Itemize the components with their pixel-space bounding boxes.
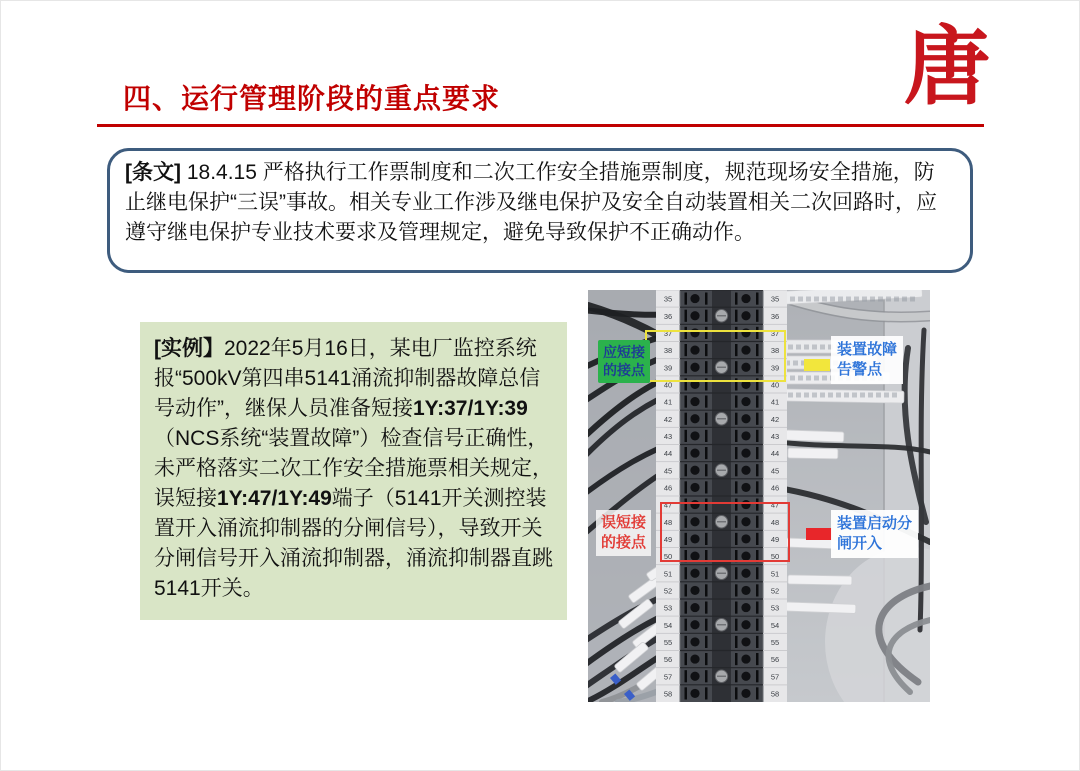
page-title: 四、运行管理阶段的重点要求 bbox=[123, 83, 501, 114]
svg-text:37: 37 bbox=[770, 328, 780, 338]
annotation-line: 误短接 bbox=[601, 514, 647, 531]
svg-text:40: 40 bbox=[663, 380, 673, 390]
correct-terminals-highlight-box bbox=[645, 330, 786, 382]
svg-text:46: 46 bbox=[770, 483, 780, 493]
annotation-wrong-terminals bbox=[596, 510, 651, 556]
svg-text:35: 35 bbox=[770, 294, 780, 304]
provision-box bbox=[107, 148, 973, 273]
annotation-trip-open-input bbox=[831, 510, 918, 558]
svg-text:44: 44 bbox=[663, 449, 673, 459]
svg-text:56: 56 bbox=[663, 655, 673, 665]
svg-text:42: 42 bbox=[770, 414, 780, 424]
svg-text:58: 58 bbox=[663, 689, 673, 699]
example-box bbox=[140, 322, 567, 620]
svg-text:39: 39 bbox=[663, 363, 673, 373]
terminal-panel-photo bbox=[588, 290, 930, 702]
svg-text:40: 40 bbox=[770, 380, 780, 390]
svg-text:54: 54 bbox=[770, 620, 780, 630]
example-text-segment: [实例】 bbox=[154, 337, 224, 360]
svg-text:58: 58 bbox=[770, 689, 780, 699]
annotation-correct-terminals bbox=[598, 340, 650, 383]
svg-text:47: 47 bbox=[770, 500, 780, 510]
svg-text:57: 57 bbox=[663, 672, 673, 682]
annotation-line: 闸开入 bbox=[837, 534, 883, 552]
svg-text:51: 51 bbox=[770, 569, 780, 579]
svg-text:50: 50 bbox=[770, 552, 780, 562]
svg-text:41: 41 bbox=[663, 397, 673, 407]
svg-text:48: 48 bbox=[770, 517, 780, 527]
svg-text:43: 43 bbox=[663, 431, 673, 441]
svg-text:48: 48 bbox=[663, 517, 673, 527]
svg-text:38: 38 bbox=[663, 346, 673, 356]
svg-text:43: 43 bbox=[770, 431, 780, 441]
annotation-line: 的接点 bbox=[601, 533, 647, 551]
svg-text:54: 54 bbox=[663, 620, 673, 630]
datang-logo-icon: 唐 bbox=[904, 16, 990, 117]
svg-text:55: 55 bbox=[770, 637, 780, 647]
svg-text:53: 53 bbox=[663, 603, 673, 613]
annotation-line: 的接点 bbox=[603, 362, 645, 379]
svg-text:47: 47 bbox=[663, 500, 673, 510]
svg-text:41: 41 bbox=[770, 397, 780, 407]
svg-text:44: 44 bbox=[770, 449, 780, 459]
svg-text:49: 49 bbox=[770, 534, 780, 544]
title-divider bbox=[97, 124, 984, 127]
annotation-line: 装置启动分 bbox=[837, 515, 913, 532]
svg-text:35: 35 bbox=[663, 294, 673, 304]
svg-text:49: 49 bbox=[663, 534, 673, 544]
example-text-segment: 2022年5月16日，某电厂监控系统报“500kV第四串5141涌流抑制器故障总信号动作”，继保人员准备短接 bbox=[154, 337, 541, 420]
example-text-segment: 1Y:47/1Y:49 bbox=[217, 487, 332, 510]
svg-text:42: 42 bbox=[663, 414, 673, 424]
svg-text:53: 53 bbox=[770, 603, 780, 613]
provision-text: 18.4.15 严格执行工作票制度和二次工作安全措施票制度，规范现场安全措施，防止继电保护“三误”事故。相关专业工作涉及继电保护及安全自动装置相关二次回路时，应遵守继电保护专业技术要求及管理规定，避免导致保护不正确动作。 bbox=[125, 161, 937, 244]
svg-text:51: 51 bbox=[663, 569, 673, 579]
svg-text:36: 36 bbox=[663, 311, 673, 321]
svg-text:56: 56 bbox=[770, 655, 780, 665]
svg-text:36: 36 bbox=[770, 311, 780, 321]
svg-text:45: 45 bbox=[770, 466, 780, 476]
trip-input-arrow-icon bbox=[792, 521, 834, 547]
annotation-line: 应短接 bbox=[603, 344, 645, 360]
svg-text:55: 55 bbox=[663, 637, 673, 647]
svg-text:50: 50 bbox=[663, 552, 673, 562]
svg-text:52: 52 bbox=[770, 586, 780, 596]
wrong-terminals-highlight-box bbox=[660, 502, 790, 562]
annotation-line: 告警点 bbox=[837, 360, 883, 378]
provision-label: [条文] bbox=[125, 161, 181, 184]
svg-text:46: 46 bbox=[663, 483, 673, 493]
svg-text:37: 37 bbox=[663, 328, 673, 338]
example-text-segment: 端子（5141开关测控装置开入涌流抑制器的分闸信号），导致开关分闸信号开入涌流抑制器，涌流抑制器直跳5141开关。 bbox=[154, 487, 553, 600]
svg-text:57: 57 bbox=[770, 672, 780, 682]
annotation-device-fault-alarm bbox=[831, 336, 903, 384]
svg-text:38: 38 bbox=[770, 346, 780, 356]
svg-text:52: 52 bbox=[663, 586, 673, 596]
example-text-segment: 1Y:37/1Y:39 bbox=[413, 397, 528, 420]
svg-text:45: 45 bbox=[663, 466, 673, 476]
annotation-line: 装置故障 bbox=[837, 341, 898, 358]
example-text-segment: （NCS系统“装置故障”）检查信号正确性，未严格落实二次工作安全措施票相关规定，误短接 bbox=[154, 427, 553, 510]
alarm-arrow-icon bbox=[790, 352, 832, 378]
svg-text:39: 39 bbox=[770, 363, 780, 373]
